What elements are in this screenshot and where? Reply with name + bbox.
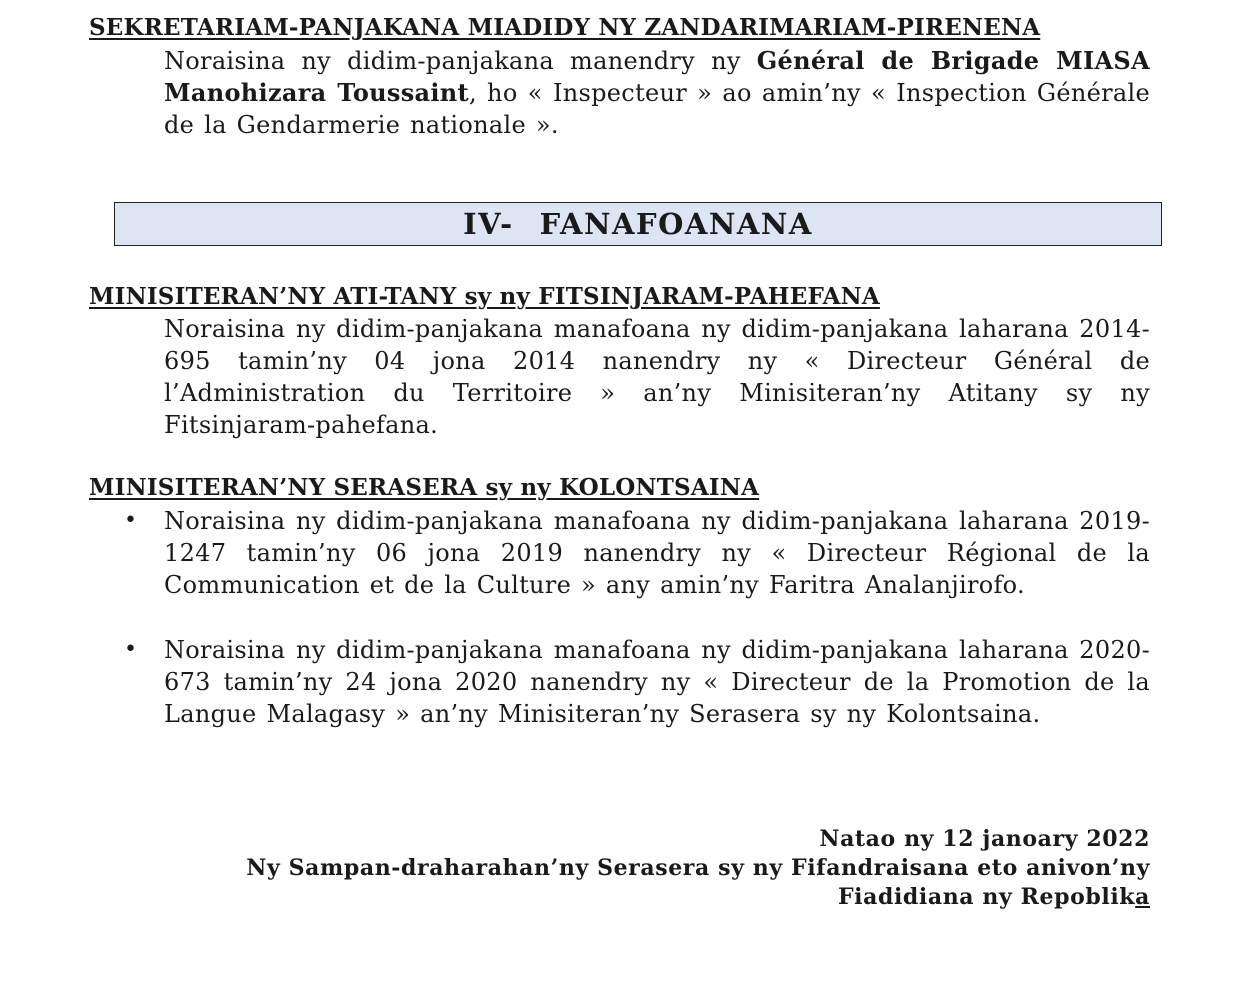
paragraph-interior-repeal: Noraisina ny didim-panjakana manafoana ny didim-panjakana laharana 2014-695 tamin’ny 04 jona 2014 nanendry ny « Directeur Général de l’Administration du Territoire » an’ny Minisiteran’ny Atitany sy ny Fitsinjaram-pahefana.	[164, 315, 1150, 439]
heading-gendarmerie-secretariat: SEKRETARIAM-PANJAKANA MIADIDY NY ZANDARIMARIAM-PIRENENA	[89, 14, 1041, 41]
appointee-name: Général de Brigade MIASA Manohizara Toussaint	[164, 46, 1150, 107]
signature-office: Ny Sampan-draharahan’ny Serasera sy ny Fifandraisana eto anivon’ny	[246, 855, 1150, 881]
bullet-icon: •	[124, 637, 137, 662]
heading-ministry-interior: MINISITERAN’NY ATI-TANY sy ny FITSINJARAM-PAHEFANA	[89, 283, 880, 310]
bullet-icon: •	[124, 508, 137, 533]
list-item: Noraisina ny didim-panjakana manafoana ny didim-panjakana laharana 2019-1247 tamin’ny 06 jona 2019 nanendry ny « Directeur Régional de la Communication et de la Culture » any amin’ny Faritra Analanjirofo.	[164, 507, 1150, 599]
section-banner-fanafoanana	[114, 202, 1162, 246]
paragraph-gendarmerie-appointment	[164, 45, 1150, 141]
paragraph-text-end: , ho « Inspecteur » ao amin’ny « Inspection Générale de la Gendarmerie nationale ».	[164, 79, 1150, 139]
signature-presidency-main: Fiadidiana ny Repoblik	[837, 884, 1136, 910]
signature-presidency-end: a	[1135, 884, 1150, 910]
section-number: IV-	[463, 207, 514, 241]
signature-presidency	[838, 883, 1150, 912]
heading-ministry-communication: MINISITERAN’NY SERASERA sy ny KOLONTSAINA	[89, 474, 760, 501]
section-title: FANAFOANANA	[539, 207, 813, 241]
paragraph-text-start: Noraisina ny didim-panjakana manendry ny	[164, 47, 757, 75]
list-item: Noraisina ny didim-panjakana manafoana ny didim-panjakana laharana 2020-673 tamin’ny 24 jona 2020 nanendry ny « Directeur de la Promotion de la Langue Malagasy » an’ny Minisiteran’ny Serasera sy ny Kolontsaina.	[164, 636, 1150, 728]
signature-date: Natao ny 12 janoary 2022	[819, 826, 1150, 852]
